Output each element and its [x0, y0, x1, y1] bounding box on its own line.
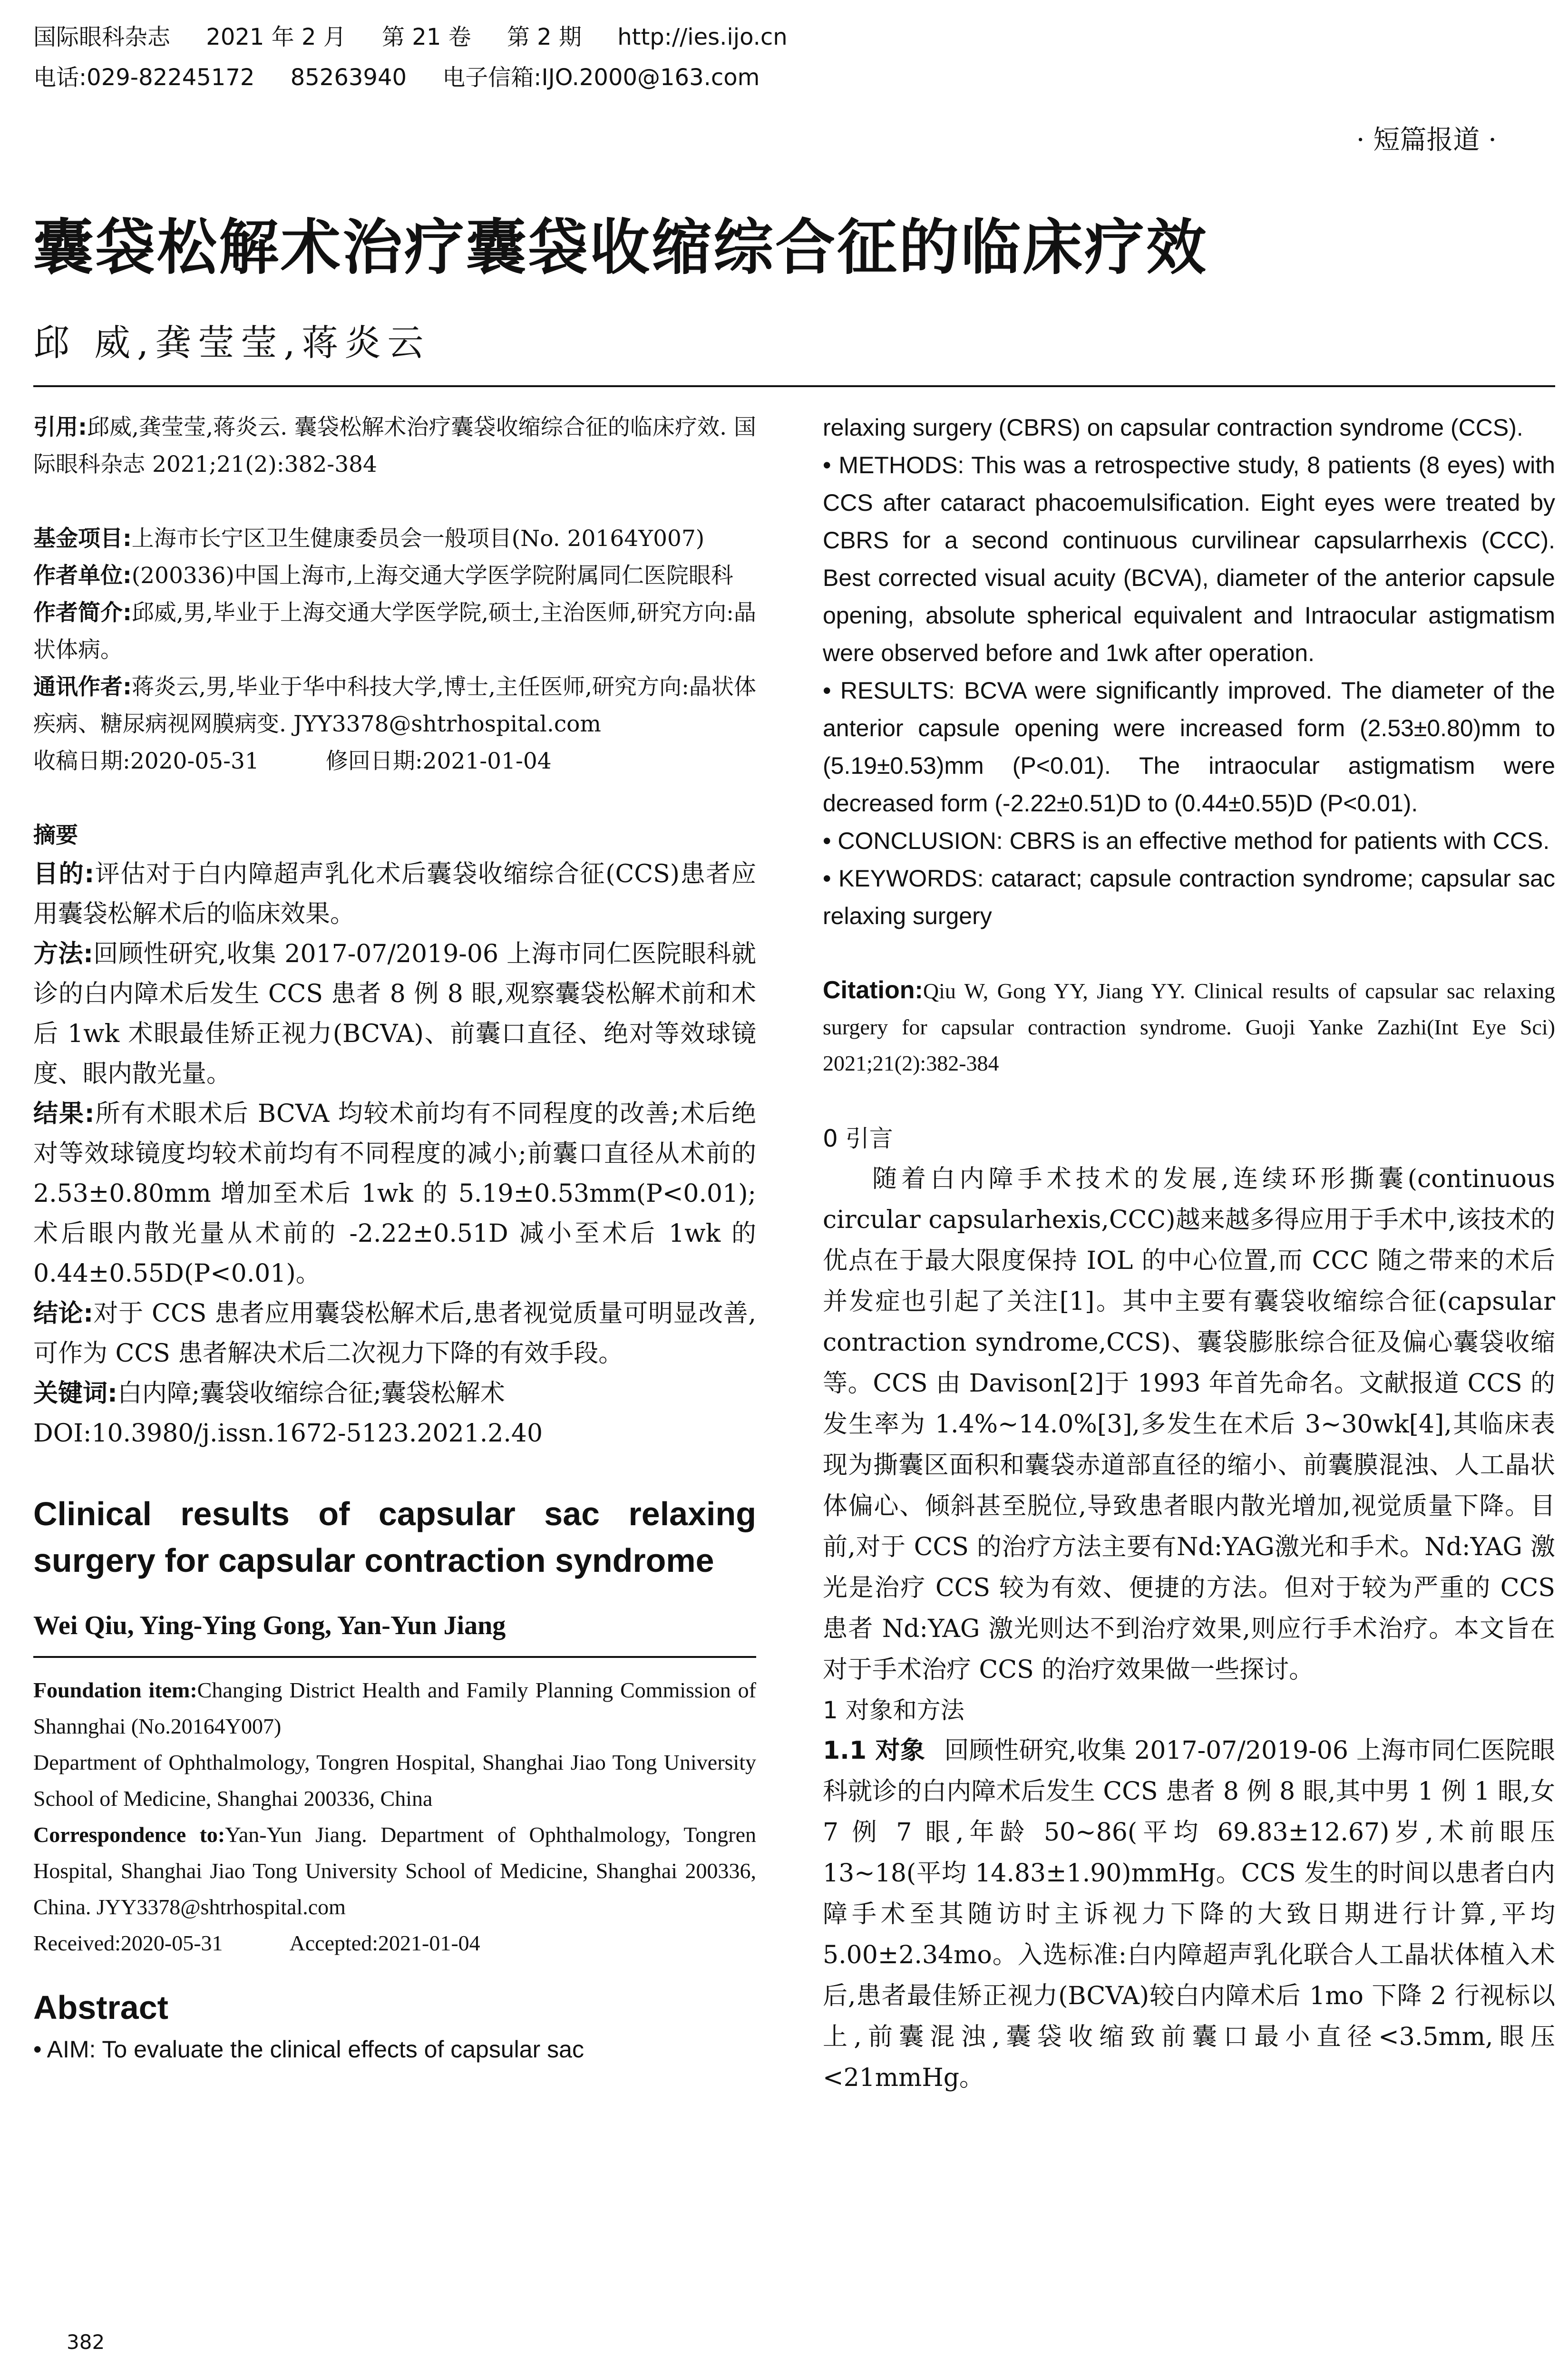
section11-paragraph: 1.1 对象 回顾性研究,收集 2017-07/2019-06 上海市同仁医院眼科就诊的白内障术后发生 CCS 患者 8 例 8 眼,其中男 1 例 1 眼,女 7 例 7 眼,年龄 50~86(平均 69.83±12.67)岁,术前眼压 13~18(平均 14.83±1.90)mmHg。CCS 发生的时间以患者白内障手术至其随访时主诉视力下降的大致日期进行计算,平均 5.00±2.34mo。入选标准:白内障超声乳化联合人工晶状体植入术后,患者最佳矫正视力(BCVA)较白内障术后 1mo 下降 2 行视标以上,前囊混浊,囊袋收缩致前囊口最小直径<3.5mm,眼压<21mmHg。: [823, 1736, 1555, 2092]
right-column: [823, 409, 1555, 2098]
english-title: Clinical results of capsular sac relaxing surgery for capsular contraction syndrome: [33, 1495, 756, 1579]
fund-cn: 基金项目:上海市长宁区卫生健康委员会一般项目(No. 20164Y007): [33, 526, 705, 552]
keywords-cn: 关键词:白内障;囊袋收缩综合征;囊袋松解术: [33, 1379, 505, 1408]
correspondence-en: Correspondence to:Yan-Yun Jiang. Department of Ophthalmology, Tongren Hospital, Shanghai Jiao Tong University School of Medicine, Shanghai 200336, China. JYY3378@shtrhospital.com: [33, 1822, 756, 1919]
citation-cn: 引用:邱威,龚莹莹,蒋炎云. 囊袋松解术治疗囊袋收缩综合征的临床疗效. 国际眼科杂志 2021;21(2):382-384: [33, 414, 756, 477]
abstract-en-heading: Abstract: [33, 1989, 168, 2026]
unit-cn: 作者单位:(200336)中国上海市,上海交通大学医学院附属同仁医院眼科: [33, 563, 733, 589]
journal-header-line1: [33, 24, 816, 51]
section1-heading: 1 对象和方法: [823, 1696, 964, 1724]
issue-date: 2021 年 2 月: [206, 24, 346, 50]
methods-en: • METHODS: This was a retrospective study, 8 patients (8 eyes) with CCS after cataract phacoemulsification. Eight eyes were treated by CBRS for a second continuous curvilinear capsularrhexis (CCC). Best corrected visual acuity (BCVA), diameter of the anterior capsule opening, absolute spherical equivalent and Intraocular astigmatism were observed before and 1wk after operation.: [823, 447, 1555, 672]
volume: 第 21 卷: [382, 24, 471, 50]
aim-en-start: • AIM: To evaluate the clinical effects of capsular sac: [33, 2031, 756, 2068]
citation-en: Citation:Qiu W, Gong YY, Jiang YY. Clinical results of capsular sac relaxing surgery for capsular contraction syndrome. Guoji Yanke Zazhi(Int Eye Sci) 2021;21(2):382-384: [823, 976, 1555, 1075]
bio-cn: 作者简介:邱威,男,毕业于上海交通大学医学院,硕士,主治医师,研究方向:晶状体病。: [33, 600, 756, 663]
method-cn: 方法:回顾性研究,收集 2017-07/2019-06 上海市同仁医院眼科就诊的白内障术后发生 CCS 患者 8 例 8 眼,观察囊袋松解术前和术后 1wk 术眼最佳矫正视力(BCVA)、前囊口直径、绝对等效球镜度、眼内散光量。: [33, 940, 756, 1088]
issue: 第 2 期: [506, 24, 582, 50]
corr-cn: 通讯作者:蒋炎云,男,毕业于华中科技大学,博士,主任医师,研究方向:晶状体疾病、糖尿病视网膜病变. JYY3378@shtrhospital.com: [33, 674, 756, 737]
conclusion-en: • CONCLUSION: CBRS is an effective method for patients with CCS.: [823, 822, 1555, 860]
article-title: 囊袋松解术治疗囊袋收缩综合征的临床疗效: [33, 213, 1208, 283]
abstract-cn-heading: 摘要: [33, 822, 78, 848]
conclusion-cn: 结论:对于 CCS 患者应用囊袋松解术后,患者视觉质量可明显改善,可作为 CCS 患者解决术后二次视力下降的有效手段。: [33, 1299, 756, 1368]
article-authors: 邱 威,龚莹莹,蒋炎云: [33, 321, 430, 364]
foundation-en: Foundation item:Changing District Health and Family Planning Commission of Shannghai (No.20164Y007): [33, 1678, 756, 1738]
phone-2: 85263940: [290, 64, 407, 91]
result-cn: 结果:所有术眼术后 BCVA 均较术前均有不同程度的改善;术后绝对等效球镜度均较术前均有不同程度的减小;前囊口直径从术前的 2.53±0.80mm 增加至术后 1wk 的 5.19±0.53mm(P<0.01);术后眼内散光量从术前的 -2.22±0.51D 减小至术后 1wk 的 0.44±0.55D(P<0.01)。: [33, 1100, 757, 1288]
journal-name: 国际眼科杂志: [33, 24, 171, 50]
keywords-en: • KEYWORDS: cataract; capsule contraction syndrome; capsular sac relaxing surgery: [823, 860, 1555, 935]
department-en: Department of Ophthalmology, Tongren Hospital, Shanghai Jiao Tong University School of Medicine, Shanghai 200336, China: [33, 1750, 756, 1811]
title-divider: [33, 385, 1555, 387]
intro-paragraph: 随着白内障手术技术的发展,连续环形撕囊(continuous circular capsularhexis,CCC)越来越多得应用于手术中,该技术的优点在于最大限度保持 IOL 的中心位置,而 CCC 随之带来的术后并发症也引起了关注[1]。其中主要有囊袋收缩综合征(capsular contraction syndrome,CCS)、囊袋膨胀综合征及偏心囊袋收缩等。CCS 由 Davison[2]于 1993 年首先命名。文献报道 CCS 的发生率为 1.4%~14.0%[3],多发生在术后 3~30wk[4],其临床表现为撕囊区面积和囊袋赤道部直径的缩小、前囊膜混浊、人工晶状体偏心、倾斜甚至脱位,导致患者眼内散光增加,视觉质量下降。目前,对于 CCS 的治疗方法主要有Nd:YAG激光和手术。Nd:YAG 激光是治疗 CCS 较为有效、便捷的方法。但对于较为严重的 CCS 患者 Nd:YAG 激光则达不到治疗效果,则应行手术治疗。本文旨在对于手术治疗 CCS 的治疗效果做一些探讨。: [823, 1165, 1555, 1684]
aim-en-cont: relaxing surgery (CBRS) on capsular contraction syndrome (CCS).: [823, 414, 1523, 441]
dates-cn: 收稿日期:2020-05-31 修回日期:2021-01-04: [33, 748, 552, 774]
journal-header-line2: [33, 64, 788, 92]
intro-heading: 0 引言: [823, 1125, 893, 1152]
page-number: 382: [67, 2330, 105, 2354]
phone: 电话:029-82245172: [33, 64, 255, 91]
aim-cn: 目的:评估对于白内障超声乳化术后囊袋收缩综合征(CCS)患者应用囊袋松解术后的临床效果。: [33, 860, 756, 928]
email[interactable]: 电子信箱:IJO.2000@163.com: [442, 64, 760, 91]
section-tag: · 短篇报道 ·: [1356, 125, 1497, 156]
journal-url[interactable]: http://ies.ijo.cn: [617, 24, 788, 50]
results-en: • RESULTS: BCVA were significantly improved. The diameter of the anterior capsule opening were increased form (2.53±0.80)mm to (5.19±0.53)mm (P<0.01). The intraocular astigmatism were decreased form (-2.22±0.51)D to (0.44±0.55)D (P<0.01).: [823, 672, 1555, 822]
dates-en: Received:2020-05-31 Accepted:2021-01-04: [33, 1931, 480, 1955]
left-column: [33, 409, 756, 2068]
english-authors-divider: [33, 1656, 756, 1658]
english-authors: Wei Qiu, Ying-Ying Gong, Yan-Yun Jiang: [33, 1611, 506, 1640]
doi[interactable]: DOI:10.3980/j.issn.1672-5123.2021.2.40: [33, 1419, 543, 1448]
